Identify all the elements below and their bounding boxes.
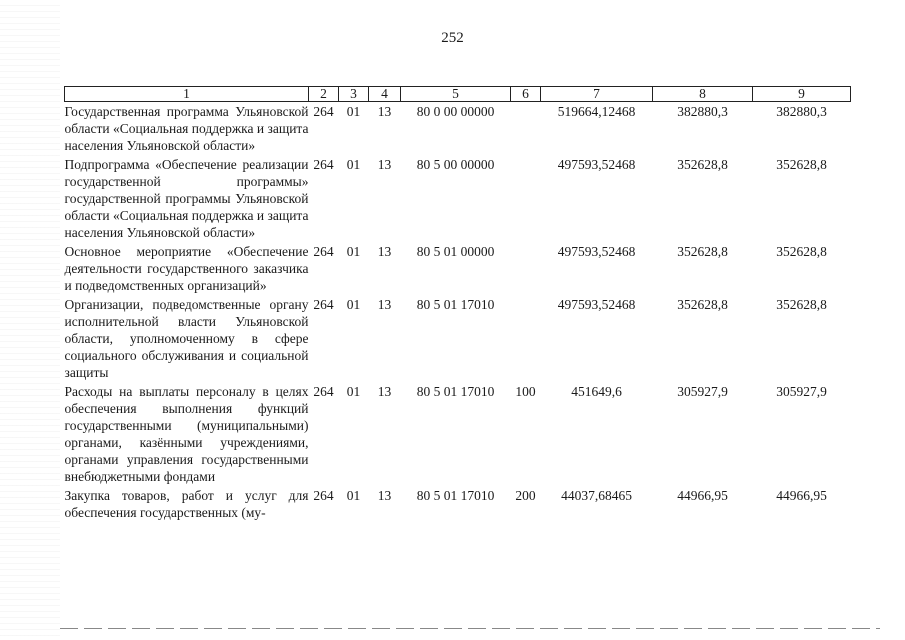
row-c2: 264	[313, 157, 334, 172]
row-c3: 01	[346, 384, 361, 399]
header-cell-7: 7	[541, 87, 653, 102]
header-cell-1: 1	[65, 87, 309, 102]
row-c6	[511, 155, 541, 242]
row-c4: 13	[377, 384, 392, 399]
header-row	[65, 87, 851, 102]
row-c6: 100	[515, 384, 536, 399]
row-c6	[511, 242, 541, 295]
header-cell-3: 3	[339, 87, 369, 102]
row-name: Основное мероприятие «Обеспечение деятельности государственного заказчика и подведомственных организаций»	[64, 244, 309, 293]
row-c2: 264	[313, 297, 334, 312]
scan-edge-artifact	[0, 0, 60, 640]
row-c2: 264	[313, 384, 334, 399]
row-c7: 519664,12468	[557, 104, 636, 119]
row-c5: 80 5 01 00000	[416, 244, 495, 259]
table-row	[65, 155, 851, 242]
row-c3: 01	[346, 297, 361, 312]
header-cell-6: 6	[511, 87, 541, 102]
table-row	[65, 295, 851, 382]
budget-table	[64, 86, 851, 522]
row-c5: 80 5 01 17010	[416, 384, 495, 399]
row-c4: 13	[377, 244, 392, 259]
row-c2: 264	[313, 244, 334, 259]
row-c5: 80 5 01 17010	[416, 297, 495, 312]
header-cell-8: 8	[653, 87, 753, 102]
row-c3: 01	[346, 157, 361, 172]
row-c9: 305927,9	[776, 384, 827, 399]
scan-bottom-line	[60, 628, 880, 629]
row-c3: 01	[346, 244, 361, 259]
row-c3: 01	[346, 104, 361, 119]
row-c9: 382880,3	[776, 104, 827, 119]
row-c9: 44966,95	[776, 488, 827, 503]
row-c6	[511, 102, 541, 156]
row-c5: 80 5 01 17010	[416, 488, 495, 503]
table-row	[65, 242, 851, 295]
row-name: Государственная программа Ульяновской области «Социальная поддержка и защита населения Ульяновской области»	[64, 104, 309, 153]
row-c3: 01	[346, 488, 361, 503]
row-c8: 352628,8	[677, 297, 728, 312]
row-c9: 352628,8	[776, 157, 827, 172]
page-number: 252	[441, 30, 464, 46]
row-c5: 80 5 00 00000	[416, 157, 495, 172]
row-c8: 305927,9	[677, 384, 728, 399]
row-c2: 264	[313, 488, 334, 503]
row-c6: 200	[515, 488, 536, 503]
row-c4: 13	[377, 157, 392, 172]
row-name: Подпрограмма «Обеспечение реализации государственной программы» государственной программы Ульяновской области «Социальная поддержка и защита населения Ульяновской области»	[64, 157, 309, 240]
row-c7: 497593,52468	[557, 157, 636, 172]
table-row	[65, 486, 851, 522]
row-c5: 80 0 00 00000	[416, 104, 495, 119]
row-c7: 44037,68465	[561, 488, 632, 503]
row-c8: 352628,8	[677, 157, 728, 172]
row-c4: 13	[377, 104, 392, 119]
header-cell-5: 5	[401, 87, 511, 102]
row-c9: 352628,8	[776, 244, 827, 259]
row-name: Закупка товаров, работ и услуг для обеспечения государственных (му-	[64, 488, 309, 520]
table-row	[65, 382, 851, 486]
table-row	[65, 102, 851, 156]
row-c6	[511, 295, 541, 382]
row-c4: 13	[377, 297, 392, 312]
row-c7: 497593,52468	[557, 297, 636, 312]
header-cell-2: 2	[309, 87, 339, 102]
row-c8: 352628,8	[677, 244, 728, 259]
header-cell-4: 4	[369, 87, 401, 102]
header-cell-9: 9	[753, 87, 851, 102]
row-c7: 451649,6	[571, 384, 622, 399]
row-c9: 352628,8	[776, 297, 827, 312]
row-c4: 13	[377, 488, 392, 503]
row-c2: 264	[313, 104, 334, 119]
row-c8: 382880,3	[677, 104, 728, 119]
row-name: Организации, подведомственные органу исполнительной власти Ульяновской области, уполномоченному в сфере социального обслуживания и социальной защиты	[64, 297, 309, 380]
row-name: Расходы на выплаты персоналу в целях обеспечения выполнения функций государственными (муниципальными) органами, казёнными учреждениями, органами управления государственными внебюджетными фондами	[64, 384, 309, 484]
row-c7: 497593,52468	[557, 244, 636, 259]
row-c8: 44966,95	[677, 488, 728, 503]
